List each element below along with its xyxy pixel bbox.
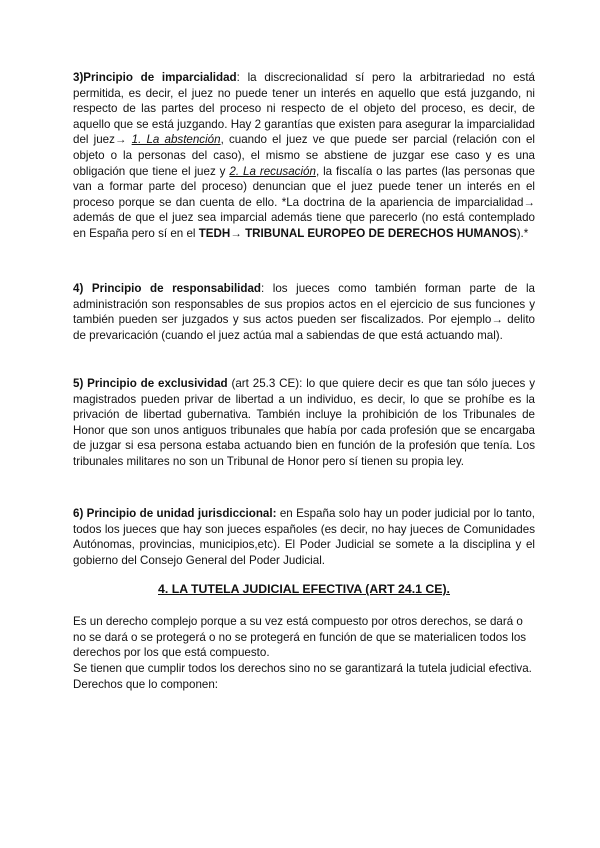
paragraph-principio-exclusividad [73, 376, 535, 470]
paragraph-tutela-derechos: Se tienen que cumplir todos los derechos sino no se garantizará la tutela judicial efectiva. Derechos que lo componen: [73, 662, 532, 691]
tedh-term: TEDH→ TRIBUNAL EUROPEO DE DERECHOS HUMANOS [198, 226, 517, 240]
paragraph-label: 6) Principio de unidad jurisdiccional: [73, 507, 277, 520]
paragraph-principio-responsabilidad [73, 281, 535, 343]
paragraph-tutela-intro: Es un derecho complejo porque a su vez está compuesto por otros derechos, se dará o no se dará o se protegerá o no se protegerá en función de que se materialicen todos los derechos por los que está compuesto. [73, 615, 527, 660]
paragraph-text: , cuando el juez ve que puede ser parcial (relación con el objeto o la personas del caso), el mismo se abstiene de juzgar ese caso y es una obligación que tiene el juez y [73, 133, 535, 178]
paragraph-text: : los jueces como también forman parte de la administración son responsables de sus propios actos en el ejercicio de sus funciones y también pueden ser juzgados y sus actos pueden ser fiscalizados. Por ejemplo→ delito de prevaricación (cuando el juez actúa mal a sabiendas de que está actuando mal). [73, 282, 535, 342]
paragraph-label: 4) Principio de responsabilidad [73, 282, 261, 295]
paragraph-principio-unidad [73, 506, 535, 568]
abstencion-term: 1. La abstención [131, 133, 221, 147]
paragraph-text: en España solo hay un poder judicial por lo tanto, todos los jueces que hay son jueces españoles (es decir, no hay jueces de Comunidades Autónomas, provincias, municipios,etc). El Poder Judicial se somete a la disciplina y el gobierno del Consejo General del Poder Judicial. [73, 507, 535, 567]
paragraph-text: , la fiscalía o las partes (las personas que van a formar parte del proceso) denuncian que el juez puede tener un interés en el proceso porque se dan cuenta de ello. *La doctrina de la apariencia de imparcialidad→ además de que el juez sea imparcial además tiene que parecerlo (no está contemplado en España pero sí en el [73, 164, 535, 240]
recusacion-term: 2. La recusación [229, 164, 316, 178]
section-heading: 4. LA TUTELA JUDICIAL EFECTIVA (ART 24.1 CE). [158, 582, 450, 596]
paragraph-label: 5) Principio de exclusividad [73, 377, 228, 390]
paragraph-text: ).* [516, 226, 529, 240]
paragraph-text: : la discrecionalidad sí pero la arbitrariedad no está permitida, es decir, el juez no puede tener un interés en aquello que está juzgando, ni respecto de las partes del proceso ni respecto de el objeto del proceso, es decir, de aquello que se está juzgando. Hay 2 garantías que existen para asegurar la imparcialidad del juez→ [73, 71, 535, 147]
paragraph-text: (art 25.3 CE): lo que quiere decir es que tan sólo jueces y magistrados pueden privar de libertad a un individuo, es decir, lo que se prohíbe es la privación de libertad gubernativa. También incluye la prohibición de los Tribunales de Honor que son unos antiguos tribunales que había por cada profesión que se encargaba de juzgar si esa persona estaba actuando bien en función de la profesión que tenía. Los tribunales militares no son un Tribunal de Honor pero sí tienen su propia ley. [73, 377, 535, 468]
paragraph-label: 3)Principio de imparcialidad [73, 71, 237, 84]
paragraph-principio-imparcialidad [73, 70, 535, 242]
